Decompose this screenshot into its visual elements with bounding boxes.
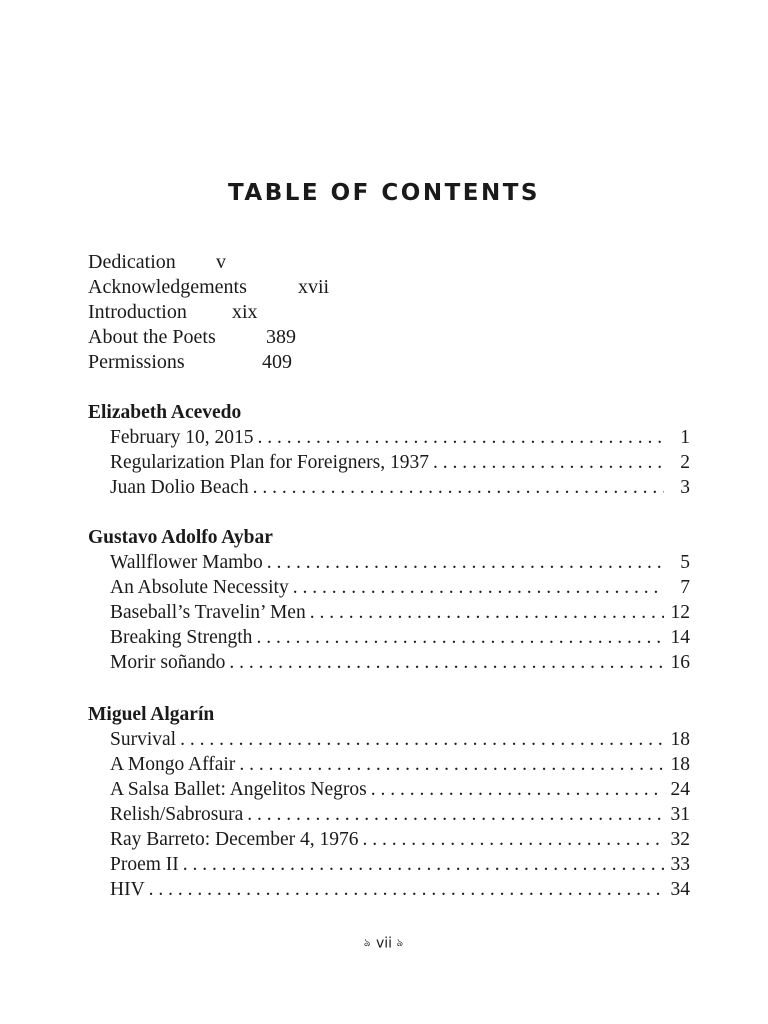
- entry-title: Relish/Sabrosura: [110, 804, 244, 825]
- entry-title: Wallflower Mambo: [110, 552, 263, 573]
- poet-name: Miguel Algarín: [88, 704, 215, 725]
- front-matter-page: xix: [232, 301, 258, 323]
- entry-title: Ray Barreto: December 4, 1976: [110, 829, 359, 850]
- leader-dots: [229, 650, 664, 675]
- leader-dots: [183, 852, 664, 877]
- toc-entry: [110, 425, 690, 450]
- leader-dots: [293, 575, 664, 600]
- toc-entry: [110, 852, 690, 877]
- poet-name: Elizabeth Acevedo: [88, 402, 242, 423]
- page-number: vii: [375, 935, 393, 952]
- front-matter-label: About the Poets: [88, 326, 216, 348]
- entry-page: 5: [680, 552, 690, 573]
- entry-title: February 10, 2015: [110, 427, 254, 448]
- entry-title: Breaking Strength: [110, 627, 253, 648]
- leader-dots: [371, 777, 664, 802]
- ornament-right-icon: ঌ: [396, 936, 405, 949]
- toc-entry: [110, 802, 690, 827]
- leader-dots: [433, 450, 664, 475]
- entry-page: 1: [680, 427, 690, 448]
- entry-page: 18: [670, 729, 690, 750]
- entry-title: A Mongo Affair: [110, 754, 236, 775]
- entry-page: 31: [670, 804, 690, 825]
- front-matter-item: [88, 350, 329, 375]
- leader-dots: [258, 425, 664, 450]
- front-matter-item: [88, 275, 329, 300]
- entry-title: Baseball’s Travelin’ Men: [110, 602, 306, 623]
- front-matter-list: [88, 250, 329, 375]
- entry-page: 34: [670, 879, 690, 900]
- toc-entry: [110, 575, 690, 600]
- leader-dots: [256, 625, 664, 650]
- entry-title: An Absolute Necessity: [110, 577, 289, 598]
- entry-page: 2: [680, 452, 690, 473]
- toc-entry: [110, 650, 690, 675]
- toc-entry: [110, 600, 690, 625]
- entry-page: 12: [670, 602, 690, 623]
- front-matter-page: v: [216, 251, 226, 273]
- entry-page: 32: [670, 829, 690, 850]
- toc-entry: [110, 877, 690, 902]
- front-matter-label: Permissions: [88, 351, 185, 373]
- front-matter-item: [88, 250, 329, 275]
- toc-entry: [110, 625, 690, 650]
- entry-page: 18: [670, 754, 690, 775]
- page-footer: [0, 934, 768, 953]
- front-matter-page: xvii: [298, 276, 330, 298]
- entry-title: Regularization Plan for Foreigners, 1937: [110, 452, 429, 473]
- toc-entry: [110, 550, 690, 575]
- toc-entry: [110, 752, 690, 777]
- poet-name: Gustavo Adolfo Aybar: [88, 527, 273, 548]
- poet-section: [88, 525, 690, 675]
- front-matter-label: Introduction: [88, 301, 187, 323]
- front-matter-label: Acknowledgements: [88, 276, 247, 298]
- leader-dots: [253, 475, 664, 500]
- front-matter-page: 409: [262, 351, 292, 373]
- leader-dots: [310, 600, 664, 625]
- toc-entry: [110, 727, 690, 752]
- front-matter-item: [88, 300, 329, 325]
- leader-dots: [149, 877, 664, 902]
- entry-title: A Salsa Ballet: Angelitos Negros: [110, 779, 367, 800]
- leader-dots: [239, 752, 664, 777]
- entry-title: HIV: [110, 879, 145, 900]
- toc-entry: [110, 475, 690, 500]
- leader-dots: [267, 550, 664, 575]
- entry-page: 24: [670, 779, 690, 800]
- entry-page: 3: [680, 477, 690, 498]
- entry-title: Morir soñando: [110, 652, 226, 673]
- leader-dots: [363, 827, 664, 852]
- front-matter-page: 389: [266, 326, 296, 348]
- entry-page: 33: [670, 854, 690, 875]
- leader-dots: [247, 802, 664, 827]
- leader-dots: [180, 727, 664, 752]
- entry-page: 16: [670, 652, 690, 673]
- poet-section: [88, 702, 690, 902]
- front-matter-label: Dedication: [88, 251, 176, 273]
- front-matter-item: [88, 325, 329, 350]
- poet-section: [88, 400, 690, 500]
- toc-entry: [110, 450, 690, 475]
- page-title: TABLE OF CONTENTS: [228, 180, 540, 206]
- entry-title: Survival: [110, 729, 177, 750]
- entry-title: Proem II: [110, 854, 179, 875]
- toc-entry: [110, 777, 690, 802]
- toc-entry: [110, 827, 690, 852]
- entry-page: 7: [680, 577, 690, 598]
- entry-title: Juan Dolio Beach: [110, 477, 249, 498]
- ornament-left-icon: ঌ: [363, 936, 372, 949]
- entry-page: 14: [670, 627, 690, 648]
